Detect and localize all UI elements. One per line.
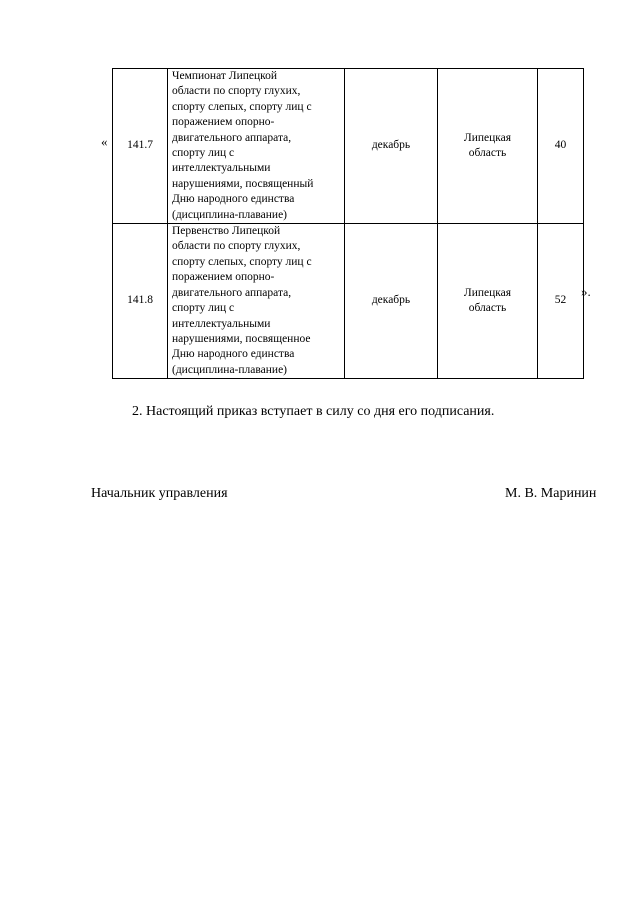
order-paragraph: 2. Настоящий приказ вступает в силу со дня его подписания. [132,404,495,419]
event-place [438,224,538,379]
event-name-line: нарушениями, посвященный [172,177,314,190]
event-month: декабрь [345,69,438,224]
event-number: 141.8 [113,224,168,379]
event-name-line: (дисциплина-плавание) [172,208,288,221]
event-name-line: Первенство Липецкой [172,225,281,238]
event-name-line: спорту лиц с [172,147,235,160]
event-name-line: спорту лиц с [172,302,235,315]
event-name-line: области по спорту глухих, [172,85,301,98]
event-name-line: интеллектуальными [172,162,271,175]
event-name-line: Дню народного единства [172,348,295,361]
event-name-line: Дню народного единства [172,193,295,206]
event-name-line: интеллектуальными [172,317,271,330]
event-place-line: область [468,147,507,160]
event-place-line: область [468,302,507,315]
event-name [168,224,345,379]
event-place-line: Липецкая [463,131,512,144]
event-name-line: нарушениями, посвященное [172,332,311,345]
event-name-line: области по спорту глухих, [172,240,301,253]
signatory-name: М. В. Маринин [505,486,597,501]
event-place [438,69,538,224]
closing-quote-mark: ». [581,284,591,299]
event-name [168,69,345,224]
opening-quote-mark: « [101,134,108,149]
event-month: декабрь [345,224,438,379]
event-name-line: Чемпионат Липецкой [172,70,278,82]
event-place-line: Липецкая [463,286,512,299]
event-participants: 40 [538,69,584,224]
event-name-line: поражением опорно- [172,116,275,129]
event-name-line: спорту слепых, спорту лиц с [172,100,312,113]
event-name-line: двигательного аппарата, [172,286,292,299]
table-row [113,69,584,224]
events-table [112,68,584,379]
event-participants: 52 [538,224,584,379]
signatory-title: Начальник управления [91,486,228,501]
event-name-line: спорту слепых, спорту лиц с [172,255,312,268]
event-name-line: поражением опорно- [172,271,275,284]
event-number: 141.7 [113,69,168,224]
event-name-line: (дисциплина-плавание) [172,363,288,376]
table-row [113,224,584,379]
event-name-line: двигательного аппарата, [172,131,292,144]
